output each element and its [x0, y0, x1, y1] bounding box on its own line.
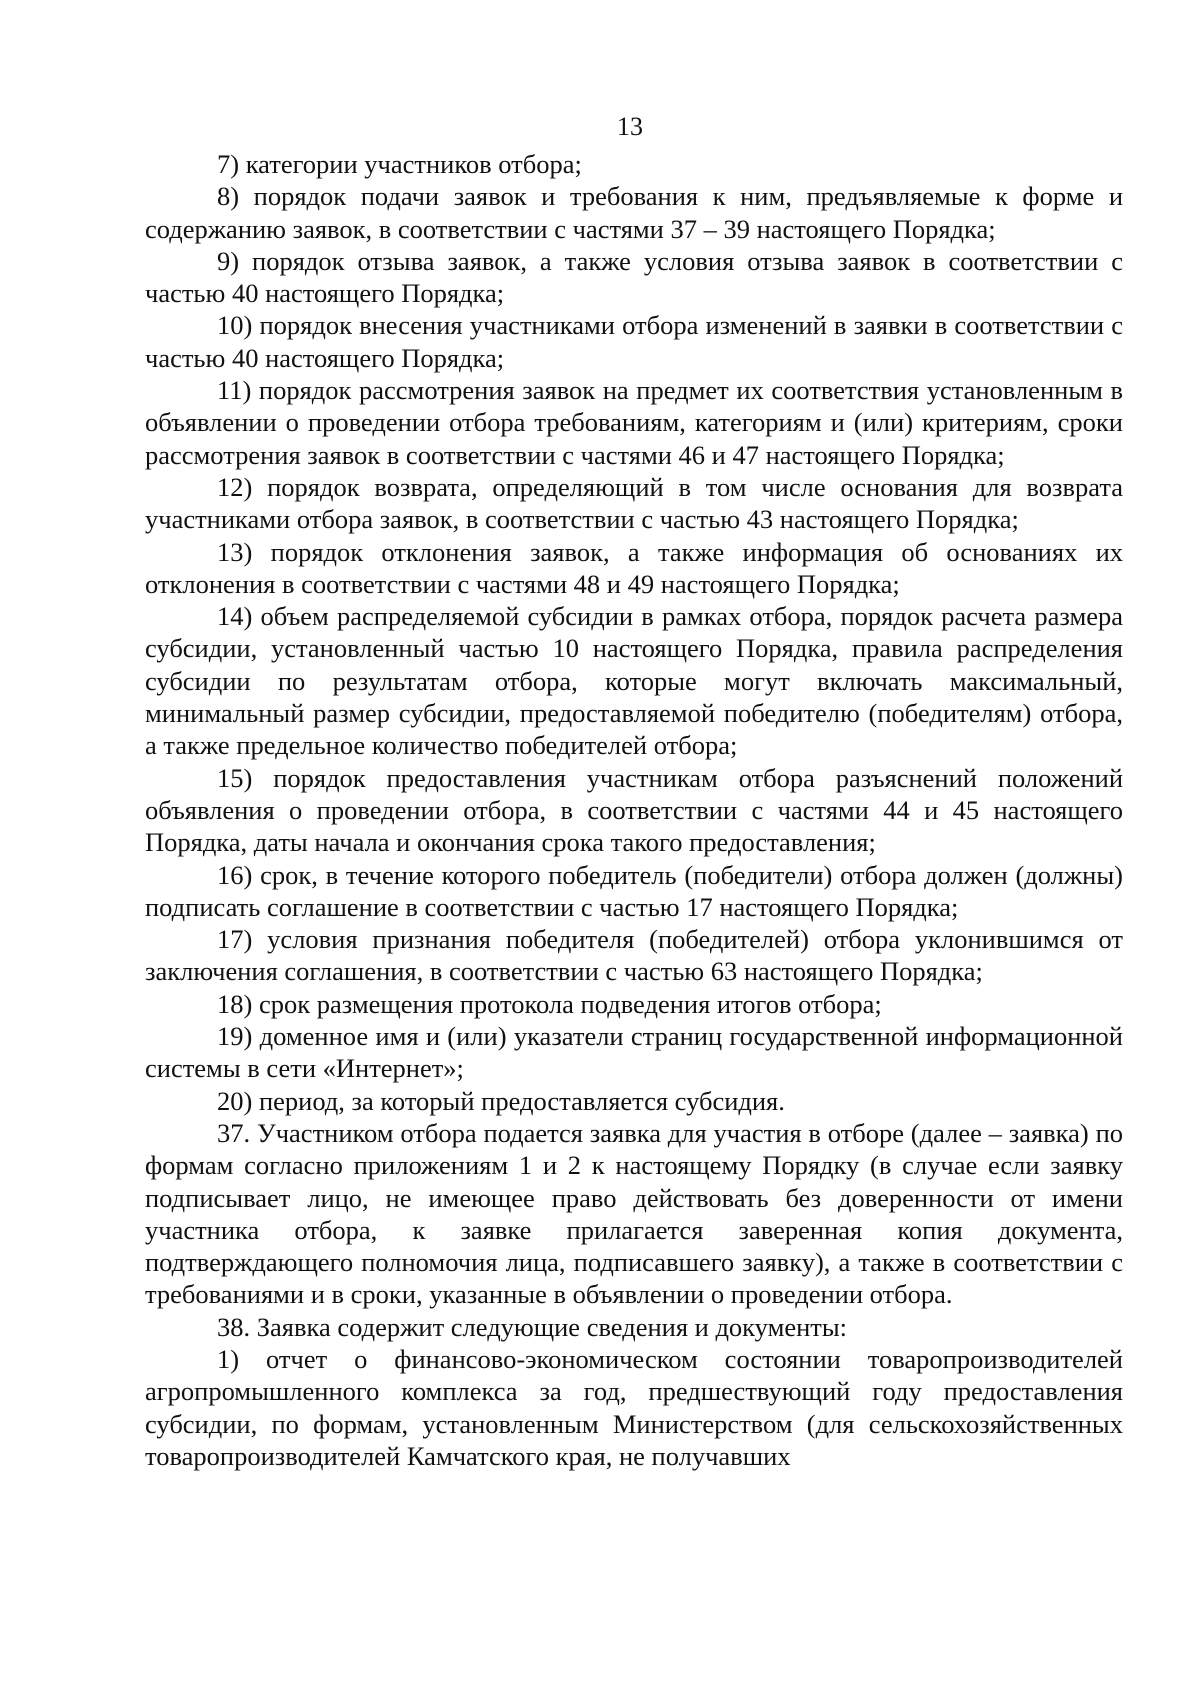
list-item-10: 10) порядок внесения участниками отбора изменений в заявки в соответствии с частью 40 настоящего Порядка;: [145, 310, 1123, 373]
list-item-11: 11) порядок рассмотрения заявок на предмет их соответствия установленным в объявлении о проведении отбора требованиям, категориям и (или) критериям, сроки рассмотрения заявок в соответствии с частями 46 и 47 настоящего Порядка;: [145, 375, 1123, 470]
list-item-8: 8) порядок подачи заявок и требования к ним, предъявляемые к форме и содержанию заявок, в соответствии с частями 37 – 39 настоящего Порядка;: [145, 181, 1123, 244]
list-item-17: 17) условия признания победителя (победителей) отбора уклонившимся от заключения соглашения, в соответствии с частью 63 настоящего Порядка;: [145, 924, 1123, 987]
document-body: [145, 148, 1123, 1472]
section-37-paragraph: 37. Участником отбора подается заявка для участия в отборе (далее – заявка) по формам согласно приложениям 1 и 2 к настоящему Порядку (в случае если заявку подписывает лицо, не имеющее право действовать без доверенности от имени участника отбора, к заявке прилагается заверенная копия документа, подтверждающего полномочия лица, подписавшего заявку), а также в соответствии с требованиями и в сроки, указанные в объявлении о проведении отбора.: [145, 1117, 1123, 1310]
list-item-15: 15) порядок предоставления участникам отбора разъяснений положений объявления о проведении отбора, в соответствии с частями 44 и 45 настоящего Порядка, даты начала и окончания срока такого предоставления;: [145, 762, 1123, 858]
section-38-list-item-1: 1) отчет о финансово-экономическом состоянии товаропроизводителей агропромышленного комплекса за год, предшествующий году предоставления субсидии, по формам, установленным Министерством (для сельскохозяйственных товаропроизводителей Камчатского края, не получавших: [145, 1343, 1123, 1471]
section-38-paragraph: 38. Заявка содержит следующие сведения и документы:: [217, 1311, 848, 1342]
list-item-19: 19) доменное имя и (или) указатели страниц государственной информационной системы в сети «Интернет»;: [145, 1021, 1123, 1084]
list-item-13: 13) порядок отклонения заявок, а также информация об основаниях их отклонения в соответствии с частями 48 и 49 настоящего Порядка;: [145, 536, 1123, 599]
list-item-14: 14) объем распределяемой субсидии в рамках отбора, порядок расчета размера субсидии, установленный частью 10 настоящего Порядка, правила распределения субсидии по результатам отбора, которые могут включать максимальный, минимальный размер субсидии, предоставляемой победителю (победителям) отбора, а также предельное количество победителей отбора;: [145, 601, 1123, 761]
list-item-16: 16) срок, в течение которого победитель (победители) отбора должен (должны) подписать соглашение в соответствии с частью 17 настоящего Порядка;: [145, 859, 1123, 922]
page-number: 13: [617, 112, 643, 141]
list-item-20: 20) период, за который предоставляется субсидия.: [217, 1085, 785, 1116]
list-item-7: 7) категории участников отбора;: [217, 149, 582, 179]
list-item-18: 18) срок размещения протокола подведения итогов отбора;: [217, 988, 882, 1019]
list-item-12: 12) порядок возврата, определяющий в том числе основания для возврата участниками отбора заявок, в соответствии с частью 43 настоящего Порядка;: [145, 471, 1123, 535]
list-item-9: 9) порядок отзыва заявок, а также условия отзыва заявок в соответствии с частью 40 настоящего Порядка;: [145, 245, 1123, 309]
